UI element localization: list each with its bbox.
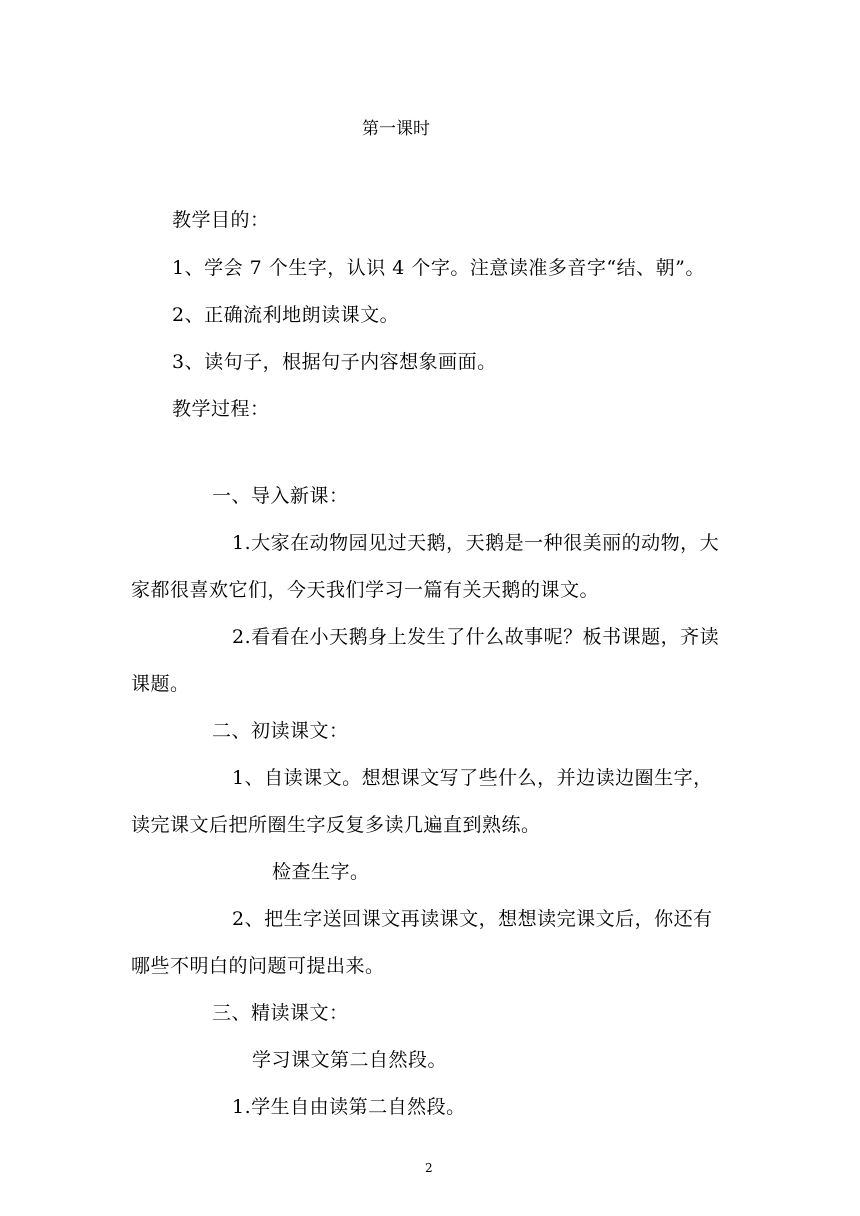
paragraph-line: 1.学生自由读第二自然段。 [232,1096,466,1118]
paragraph-line: 哪些不明白的问题可提出来。 [131,955,385,977]
objective-item: 1、学会 7 个生字，认识 4 个字。注意读准多音字“结、朝”。 [172,257,705,279]
paragraph-line: 2、把生字送回课文再读课文，想想读完课文后，你还有 [232,908,713,930]
paragraph-line: 1、自读课文。想想课文写了些什么，并边读边圈生字， [232,767,713,789]
page-number: 2 [425,1161,433,1175]
section-heading: 三、精读课文： [212,1002,349,1024]
objective-item: 2、正确流利地朗读课文。 [172,304,400,326]
paragraph-line: 读完课文后把所圈生字反复多读几遍直到熟练。 [131,814,541,836]
paragraph-line: 学习课文第二自然段。 [252,1049,448,1071]
paragraph-line: 2.看看在小天鹅身上发生了什么故事呢？板书课题，齐读 [232,626,720,648]
section-heading: 二、初读课文： [212,720,349,742]
paragraph-line: 家都很喜欢它们，今天我们学习一篇有关天鹅的课文。 [131,579,600,601]
lesson-title: 第一课时 [362,119,430,139]
paragraph-line: 1.大家在动物园见过天鹅，天鹅是一种很美丽的动物，大 [232,532,720,554]
process-heading: 教学过程： [172,398,270,420]
objective-item: 3、读句子，根据句子内容想象画面。 [172,351,497,373]
paragraph-line: 检查生字。 [272,861,370,883]
section-heading: 一、导入新课： [212,485,349,507]
paragraph-line: 课题。 [131,673,190,695]
objectives-heading: 教学目的： [172,209,270,231]
